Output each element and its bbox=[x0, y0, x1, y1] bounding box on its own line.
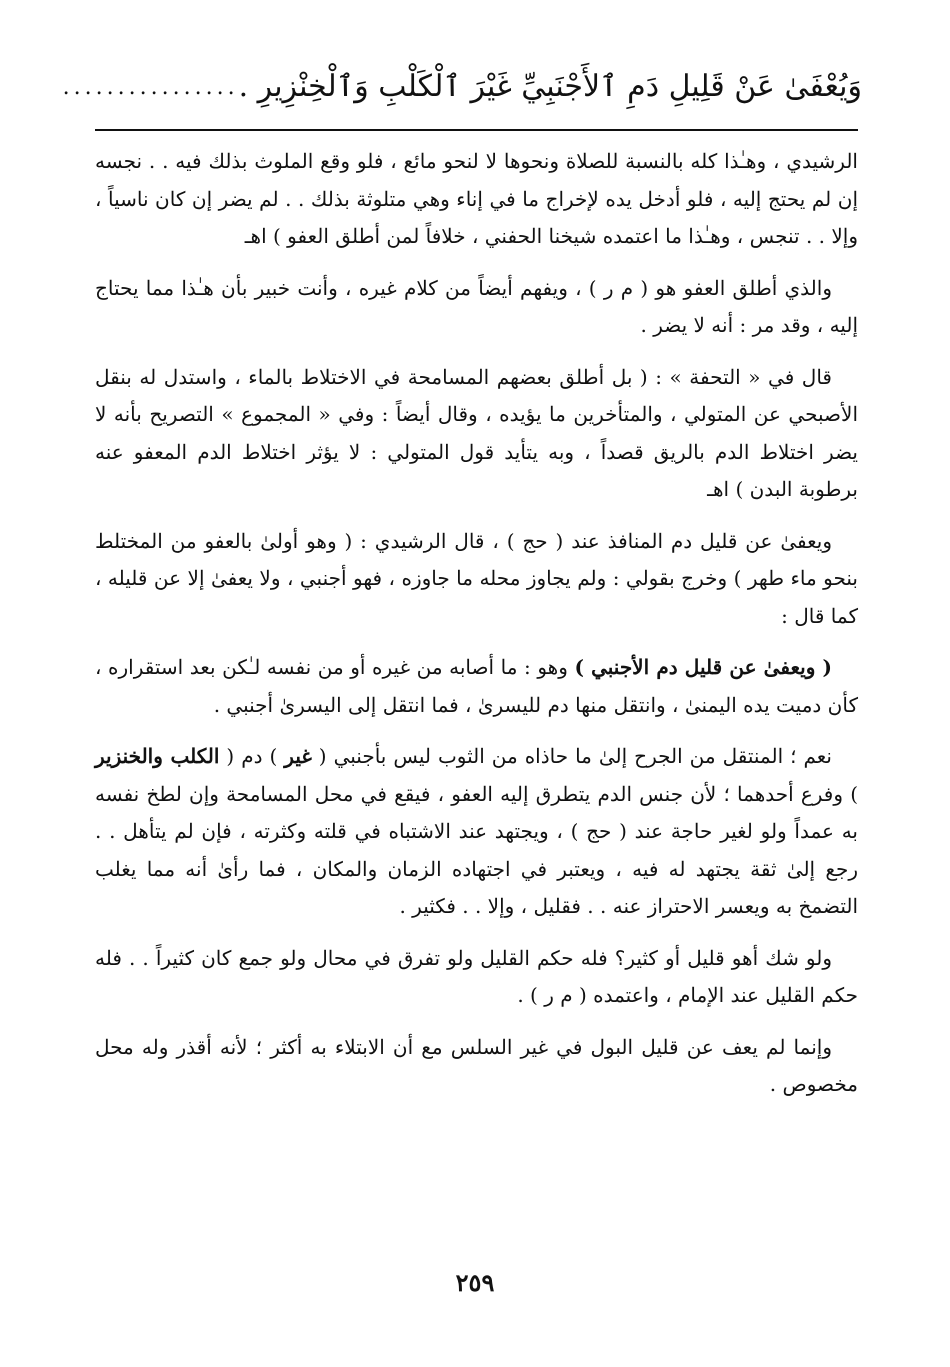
running-header bbox=[62, 52, 862, 122]
paragraph-6 bbox=[95, 738, 858, 926]
paragraph-8 bbox=[95, 1029, 858, 1104]
paragraph-4 bbox=[95, 523, 858, 636]
header-dots: ................ bbox=[62, 74, 239, 100]
matn-quote: ( ويعفىٰ عن قليل دم الأجنبي ) bbox=[574, 655, 832, 679]
paragraph-6-text-a: نعم ؛ المنتقل من الجرح إلىٰ ما حاذاه من الثوب ليس بأجنبي ( bbox=[311, 744, 832, 768]
header-title: وَيُعْفَىٰ عَنْ قَلِيلِ دَمِ ٱلأَجْنَبِيِّ غَيْرَ ٱلْكَلْبِ وَٱلْخِنْزِيرِ . bbox=[238, 69, 862, 104]
header-rule bbox=[95, 129, 858, 131]
paragraph-4-text: ويعفىٰ عن قليل دم المنافذ عند ( حج ) ، قال الرشيدي : ( وهو أولىٰ بالعفو من المختلط بنحو ماء طهر ) وخرج بقولي : ولم يجاوز محله ما جاوزه ، فهو أجنبي ، ولا يعفىٰ إلا عن قليله ، كما قال : bbox=[95, 528, 858, 628]
paragraph-7-text: ولو شك أهو قليل أو كثير؟ فله حكم القليل ولو تفرق في محال ولو جمع كان كثيراً . . فله حكم القليل عند الإمام ، واعتمده ( م ر ) . bbox=[95, 945, 858, 1007]
paragraph-2-text: والذي أطلق العفو هو ( م ر ) ، ويفهم أيضاً من كلام غيره ، وأنت خبير بأن هـٰذا مما يحتاج إليه ، وقد مر : أنه لا يضر . bbox=[95, 275, 858, 337]
paragraph-5 bbox=[95, 649, 858, 724]
paragraph-5-text: وهو : ما أصابه من غيره أو من نفسه لـٰكن بعد استقراره ، كأن دميت يده اليمنىٰ ، وانتقل منها دم لليسرىٰ ، فما انتقل إلى اليسرىٰ أجنبي . bbox=[95, 655, 858, 717]
paragraph-2 bbox=[95, 270, 858, 345]
paragraph-6-text-b: ) دم ( bbox=[219, 744, 285, 768]
paragraph-1-text: الرشيدي ، وهـٰذا كله بالنسبة للصلاة ونحوها لا لنحو مائع ، فلو وقع الملوث بذلك فيه . . نجسه إن لم يحتج إليه ، فلو أدخل يده لإخراج ما في إناء وهي متلوثة بذلك . . لم يضر إن كان ناسياً ، وإلا . . تنجس ، وهـٰذا ما اعتمده شيخنا الحفني ، خلافاً لمن أطلق العفو ) اهـ bbox=[95, 149, 858, 248]
page-body bbox=[95, 143, 858, 1118]
paragraph-3-text: قال في « التحفة » : ( بل أطلق بعضهم المسامحة في الاختلاط بالماء ، واستدل له بنقل الأصبحي عن المتولي ، والمتأخرين ما يؤيده ، وقال أيضاً : وفي « المجموع » التصريح بأنه لا يضر اختلاط الدم بالريق قصداً ، وبه يتأيد قول المتولي : لا يؤثر اختلاط الدم المعفو عنه برطوبة البدن ) اهـ bbox=[95, 364, 858, 501]
page-number: ٢٥٩ bbox=[455, 1268, 495, 1297]
paragraph-3 bbox=[95, 359, 858, 509]
matn-dog-pig: الكلب والخنزير bbox=[95, 744, 220, 768]
paragraph-6-text-c: ) وفرع أحدهما ؛ لأن جنس الدم يتطرق إليه العفو ، فيقع في محل المسامحة وإن لطخ نفسه به عمداً ولو لغير حاجة عند ( حج ) ، ويجتهد عند الاشتباه في قلته وكثرته ، فإن لم يتأهل . . رجع إلىٰ ثقة يجتهد له فيه ، ويعتبر في اجتهاده الزمان والمكان ، فما رأىٰ أنه مما يغلب التضمخ به ويعسر الاحتراز عنه . . فقليل ، وإلا . . فكثير . bbox=[95, 781, 858, 918]
matn-word-ghayr: غير bbox=[284, 744, 312, 768]
paragraph-7 bbox=[95, 940, 858, 1015]
paragraph-1 bbox=[95, 143, 858, 256]
paragraph-8-text: وإنما لم يعف عن قليل البول في غير السلس مع أن الابتلاء به أكثر ؛ لأنه أقذر وله محل مخصوص . bbox=[95, 1034, 858, 1096]
